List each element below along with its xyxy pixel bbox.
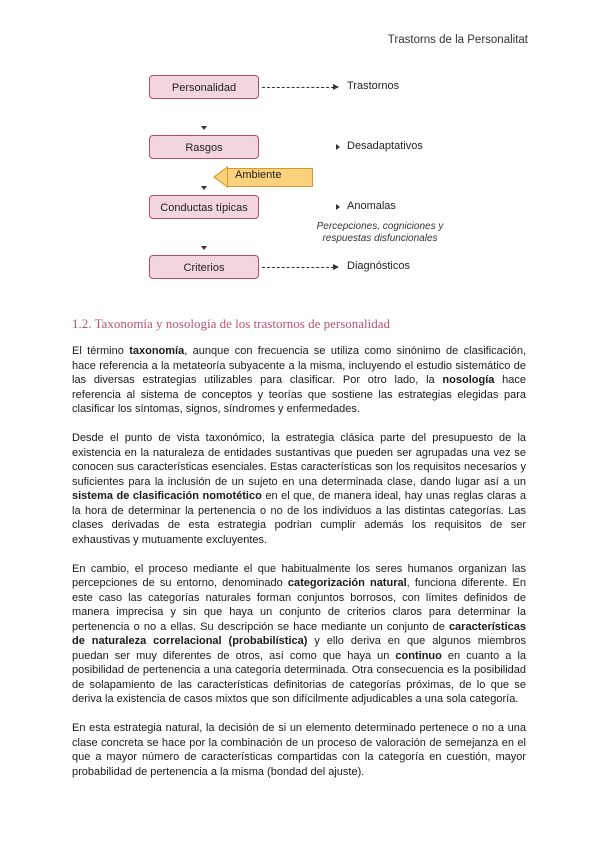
paragraph-2	[72, 431, 526, 547]
dashed-connector-1	[262, 87, 334, 88]
p3-text-1: En cambio, el proceso mediante el que habitualmente los seres humanos organizan las percepciones de su entorno, denominado	[72, 562, 526, 589]
down-marker-3	[201, 246, 207, 250]
note-line-2: respuestas disfuncionales	[322, 233, 438, 244]
p3-text-2: , funciona diferente. En este caso las categorías naturales forman conjuntos borrosos, con límites definidos de manera imprecisa y sin que haya un conjunto de criterios claros para determinar la pertenencia o no a ellas. Su descripción se hace mediante un conjunto de	[72, 577, 526, 633]
personality-diagram	[0, 0, 600, 300]
p3-bold-continuo: continuo	[395, 649, 442, 662]
paragraph-3	[72, 562, 526, 707]
box-conductas-tipicas: Conductas típicas	[149, 195, 259, 219]
p4-text-1: En esta estrategia natural, la decisión de si un elemento determinado pertenece o no a una clase concreta se hace por la combinación de un proceso de valoración de semejanza en el que a mayor número de características compartidas con la categoría en cuestión, mayor probabilidad de pertenencia a la misma (bondad del ajuste).	[72, 722, 526, 778]
box-rasgos: Rasgos	[149, 135, 259, 159]
p1-text-3: hace referencia al sistema de conceptos y teorías que sostiene las estrategias elegidas para clasificar los síntomas, signos, síndromes y enfermedades.	[72, 374, 526, 415]
arrow-tip-1	[333, 84, 339, 90]
down-marker-2	[201, 186, 207, 190]
p1-text-2: , aunque con frecuencia se utiliza como sinónimo de clasificación, hace referencia a la metateoría subyacente a la misma, incluyendo el estudio sistemático de las diversas estrategias utilizables para clasificar. Por otro lado, la	[72, 345, 527, 386]
diagram-note	[310, 221, 450, 245]
p2-text-1: Desde el punto de vista taxonómico, la estrategia clásica parte del presupuesto de la existencia en la naturaleza de entidades sustantivas que pueden ser agrupadas una vez se conocen sus características esenciales. Estas características son los requisitos necesarios y suficientes para la inclusión de un sujeto en una determinada clase, dando lugar así a un	[72, 432, 526, 488]
body-text	[72, 344, 526, 794]
paragraph-1	[72, 344, 526, 417]
section-title: 1.2. Taxonomía y nosología de los trastornos de personalidad	[72, 316, 391, 331]
outcome-trastornos: Trastornos	[347, 80, 400, 92]
p1-bold-nosologia: nosología	[442, 374, 495, 386]
outcome-anomalas: Anomalas	[347, 200, 396, 212]
outcome-diagnosticos: Diagnósticos	[347, 260, 410, 272]
dashed-connector-4	[262, 267, 334, 268]
p3-text-4: en cuanto a la posibilidad de pertenencia a una categoría determinada. Otra consecuencia es la posibilidad de solapamiento de las características definitorias de categorías próximas, de lo que se deriva la existencia de casos mixtos que son difícilmente adjudicables a una sola categoría.	[72, 649, 527, 705]
page-header: Trastorns de la Personalitat	[387, 34, 528, 46]
p1-bold-taxonomia: taxonomía	[129, 345, 185, 357]
ambiente-arrow	[213, 166, 313, 189]
ambiente-label: Ambiente	[235, 169, 282, 181]
bullet-marker-2	[336, 144, 340, 150]
p3-bold-categorizacion: categorización natural	[287, 577, 407, 589]
arrow-tip-4	[333, 264, 339, 270]
ambiente-arrow-head-fill	[215, 168, 227, 186]
p2-bold-nomotetico: sistema de clasificación nomotético	[72, 490, 262, 502]
box-personalidad: Personalidad	[149, 75, 259, 99]
bullet-marker-3	[336, 204, 340, 210]
down-marker-1	[201, 126, 207, 130]
note-line-1: Percepciones, cogniciones y	[316, 221, 444, 232]
p2-text-2: en el que, de manera ideal, hay unas reglas claras a la hora de determinar la pertenencia o no de los individuos a las distintas categorías. Las clases derivadas de esta estrategia podrían cumplir además los requisitos de ser exhaustivas y mutuamente excluyentes.	[72, 490, 526, 546]
outcome-desadaptativos: Desadaptativos	[347, 140, 423, 152]
p1-text-1: El término	[72, 345, 130, 357]
paragraph-4	[72, 721, 526, 779]
p3-text-3: y ello deriva en que algunos miembros puedan ser muy diferentes de otros, así como que haya un	[72, 635, 527, 662]
p3-bold-correlacional: características de naturaleza correlacional (probabilística)	[72, 620, 526, 647]
box-criterios: Criterios	[149, 255, 259, 279]
